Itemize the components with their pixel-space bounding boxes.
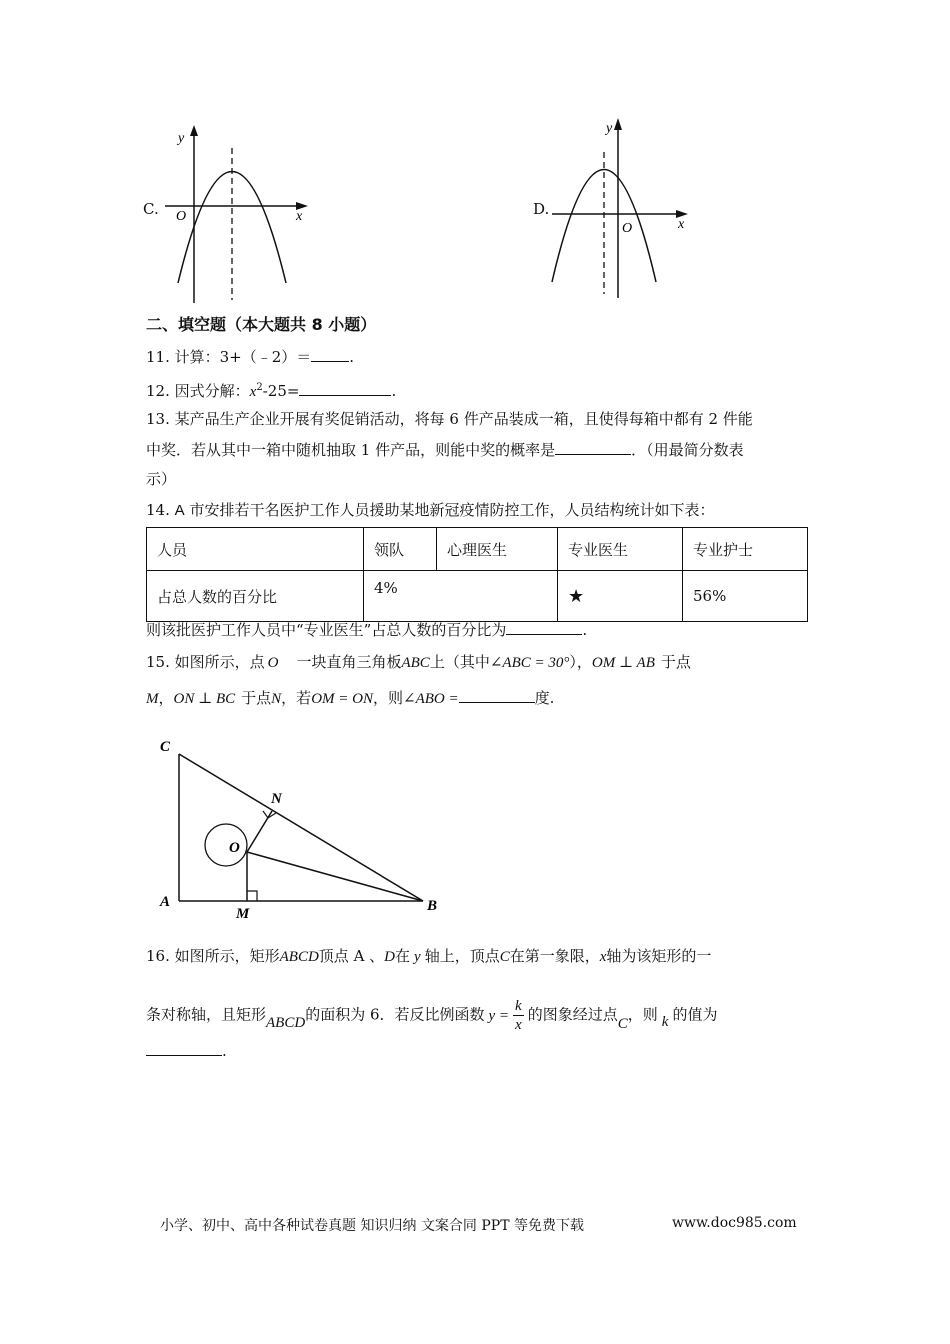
table-row xyxy=(147,528,808,571)
q11-end: . xyxy=(349,348,355,366)
graph-c xyxy=(160,120,320,305)
q16-l2d: ，则 xyxy=(627,1005,658,1024)
q16-l1a: 16. 如图所示，矩形 xyxy=(146,947,280,965)
question-15-line-1 xyxy=(146,652,691,673)
q15-perp1: OM ⊥ AB xyxy=(591,655,655,671)
q15-abc: ABC xyxy=(401,655,430,671)
footer-website[interactable]: www.doc985.com xyxy=(672,1215,797,1231)
q16-point-c: C xyxy=(499,949,510,965)
q16-l2c: 的图象经过点 xyxy=(527,1005,618,1024)
table-cell: 56% xyxy=(683,571,808,622)
q11-answer-blank xyxy=(311,347,349,362)
q15-l1d: ）， xyxy=(569,653,592,671)
footer-left-text: 小学、初中、高中各种试卷真题 知识归纳 文案合同 PPT 等免费下载 xyxy=(160,1218,584,1234)
q15-perp2: ON ⊥ BC xyxy=(173,691,236,707)
table-row xyxy=(147,571,808,622)
q16-x: x xyxy=(599,949,607,965)
option-c-label: C. xyxy=(143,200,159,218)
question-13-line-2 xyxy=(146,440,744,460)
question-13-line-3: 示） xyxy=(146,470,177,488)
fig15-label-m: M xyxy=(236,906,250,920)
graph-c-y-label: y xyxy=(178,131,185,146)
table-header-cell: 心理医生 xyxy=(437,528,558,571)
option-d-label: D. xyxy=(533,200,550,218)
q16-point-c2: C xyxy=(617,1015,628,1032)
q12-number: 12. xyxy=(146,382,170,400)
table-cell: 4% xyxy=(364,571,558,622)
graph-d-y-label: y xyxy=(606,121,613,136)
q16-rect2: ABCD xyxy=(266,1014,306,1031)
graph-d-origin: O xyxy=(622,221,633,236)
q12-text-b: -25= xyxy=(262,382,300,400)
q15-point-o: O xyxy=(267,655,279,671)
q14-city: A xyxy=(174,502,185,519)
table-header-cell: 专业护士 xyxy=(683,528,808,571)
fig15-label-b: B xyxy=(427,898,438,914)
fig15-label-o: O xyxy=(229,840,240,856)
q14-number: 14. xyxy=(146,501,170,519)
q16-l1d: 轴上，顶点 xyxy=(424,947,500,965)
q16-l2e: 的值为 xyxy=(672,1005,718,1024)
q13-line2-b: ．（用最简分数表 xyxy=(631,441,744,459)
q16-l2a: 条对称轴，且矩形 xyxy=(146,1005,267,1024)
question-12 xyxy=(146,378,396,402)
q12-exponent: 2 xyxy=(256,382,263,393)
q15-l1b: 一块直角三角板 xyxy=(296,653,402,671)
question-15-line-2 xyxy=(146,688,554,709)
fig15-label-c: C xyxy=(160,739,171,755)
question-14 xyxy=(146,500,714,521)
q12-end: . xyxy=(391,382,397,400)
table-header-cell: 人员 xyxy=(147,528,364,571)
q16-y: y xyxy=(414,949,421,965)
q14-after: 则该批医护工作人员中“专业医生”占总人数的百分比为 xyxy=(146,621,507,639)
table-cell: 占总人数的百分比 xyxy=(147,571,364,622)
fig15-label-n: N xyxy=(271,791,282,807)
table-header-cell: 领队 xyxy=(364,528,437,571)
fig15-label-a: A xyxy=(160,894,171,910)
q15-l1a: 15. 如图所示，点 xyxy=(146,653,265,671)
q16-l1e: 在第一象限， xyxy=(509,947,600,965)
q13-line2-a: 中奖．若从其中一箱中随机抽取 1 件产品，则能中奖的概率是 xyxy=(146,441,556,459)
q16-l1f: 轴为该矩形的一 xyxy=(606,947,712,965)
q16-frac-num: k xyxy=(515,998,522,1014)
question-16-line-1 xyxy=(146,946,711,967)
q16-point-d: D xyxy=(384,949,396,965)
table-header-cell: 专业医生 xyxy=(558,528,683,571)
graph-d xyxy=(548,112,698,302)
question-16-line-2 xyxy=(146,997,717,1034)
q15-answer-blank xyxy=(459,688,535,703)
q15-l1c: 上（其中 xyxy=(429,653,490,671)
q12-answer-blank xyxy=(299,381,391,396)
q11-number: 11. xyxy=(146,348,170,366)
q15-l2d: ，则 xyxy=(372,689,403,707)
question-11 xyxy=(146,347,354,367)
q14-text: 市安排若干名医护工作人员援助某地新冠疫情防控工作，人员结构统计如下表： xyxy=(189,501,715,519)
graph-c-x-label: x xyxy=(296,209,303,224)
q16-l2b: 的面积为 6．若反比例函数 xyxy=(305,1005,485,1024)
triangle-figure xyxy=(155,735,450,920)
staff-table xyxy=(146,527,808,622)
q16-l1c: 在 xyxy=(395,947,411,965)
q16-k: k xyxy=(661,1013,669,1030)
section-title: 二、填空题（本大题共 8 小题） xyxy=(146,315,377,334)
q12-var: x xyxy=(249,384,257,400)
q15-l2c: ，若 xyxy=(281,689,312,707)
q16-end: . xyxy=(222,1042,227,1060)
q16-l1b: 顶点 A 、 xyxy=(318,947,385,965)
q15-l1e: 于点 xyxy=(660,653,691,671)
q16-answer-blank xyxy=(146,1041,222,1056)
question-16-line-3 xyxy=(146,1041,227,1061)
q15-point-m: M xyxy=(146,691,159,707)
table-cell: ★ xyxy=(558,571,683,622)
q15-sep: ， xyxy=(158,689,174,707)
q16-func-lhs: y = xyxy=(488,1007,510,1024)
q13-answer-blank xyxy=(555,440,631,455)
q15-angle: ∠ABC = 30° xyxy=(489,655,570,671)
q15-l2e: 度. xyxy=(534,689,555,707)
graph-d-x-label: x xyxy=(678,217,685,232)
q16-rect: ABCD xyxy=(279,949,319,965)
question-14-follow xyxy=(146,620,587,640)
q15-ask: ∠ABO = xyxy=(403,691,459,707)
graph-c-origin: O xyxy=(176,209,187,224)
q15-eq: OM = ON xyxy=(311,691,373,707)
q15-l2b: 于点 xyxy=(241,689,272,707)
q12-text-a: 因式分解： xyxy=(174,382,250,400)
q16-frac-den: x xyxy=(515,1017,522,1033)
q11-text: 计算：3+（﹣2）＝ xyxy=(174,348,312,366)
q14-end: . xyxy=(582,621,588,639)
q16-fraction xyxy=(513,997,524,1034)
question-13-line-1: 13. 某产品生产企业开展有奖促销活动，将每 6 件产品装成一箱，且使得每箱中都有 2 件能 xyxy=(146,410,753,428)
q15-point-n: N xyxy=(271,691,282,707)
q14-answer-blank xyxy=(506,620,582,635)
